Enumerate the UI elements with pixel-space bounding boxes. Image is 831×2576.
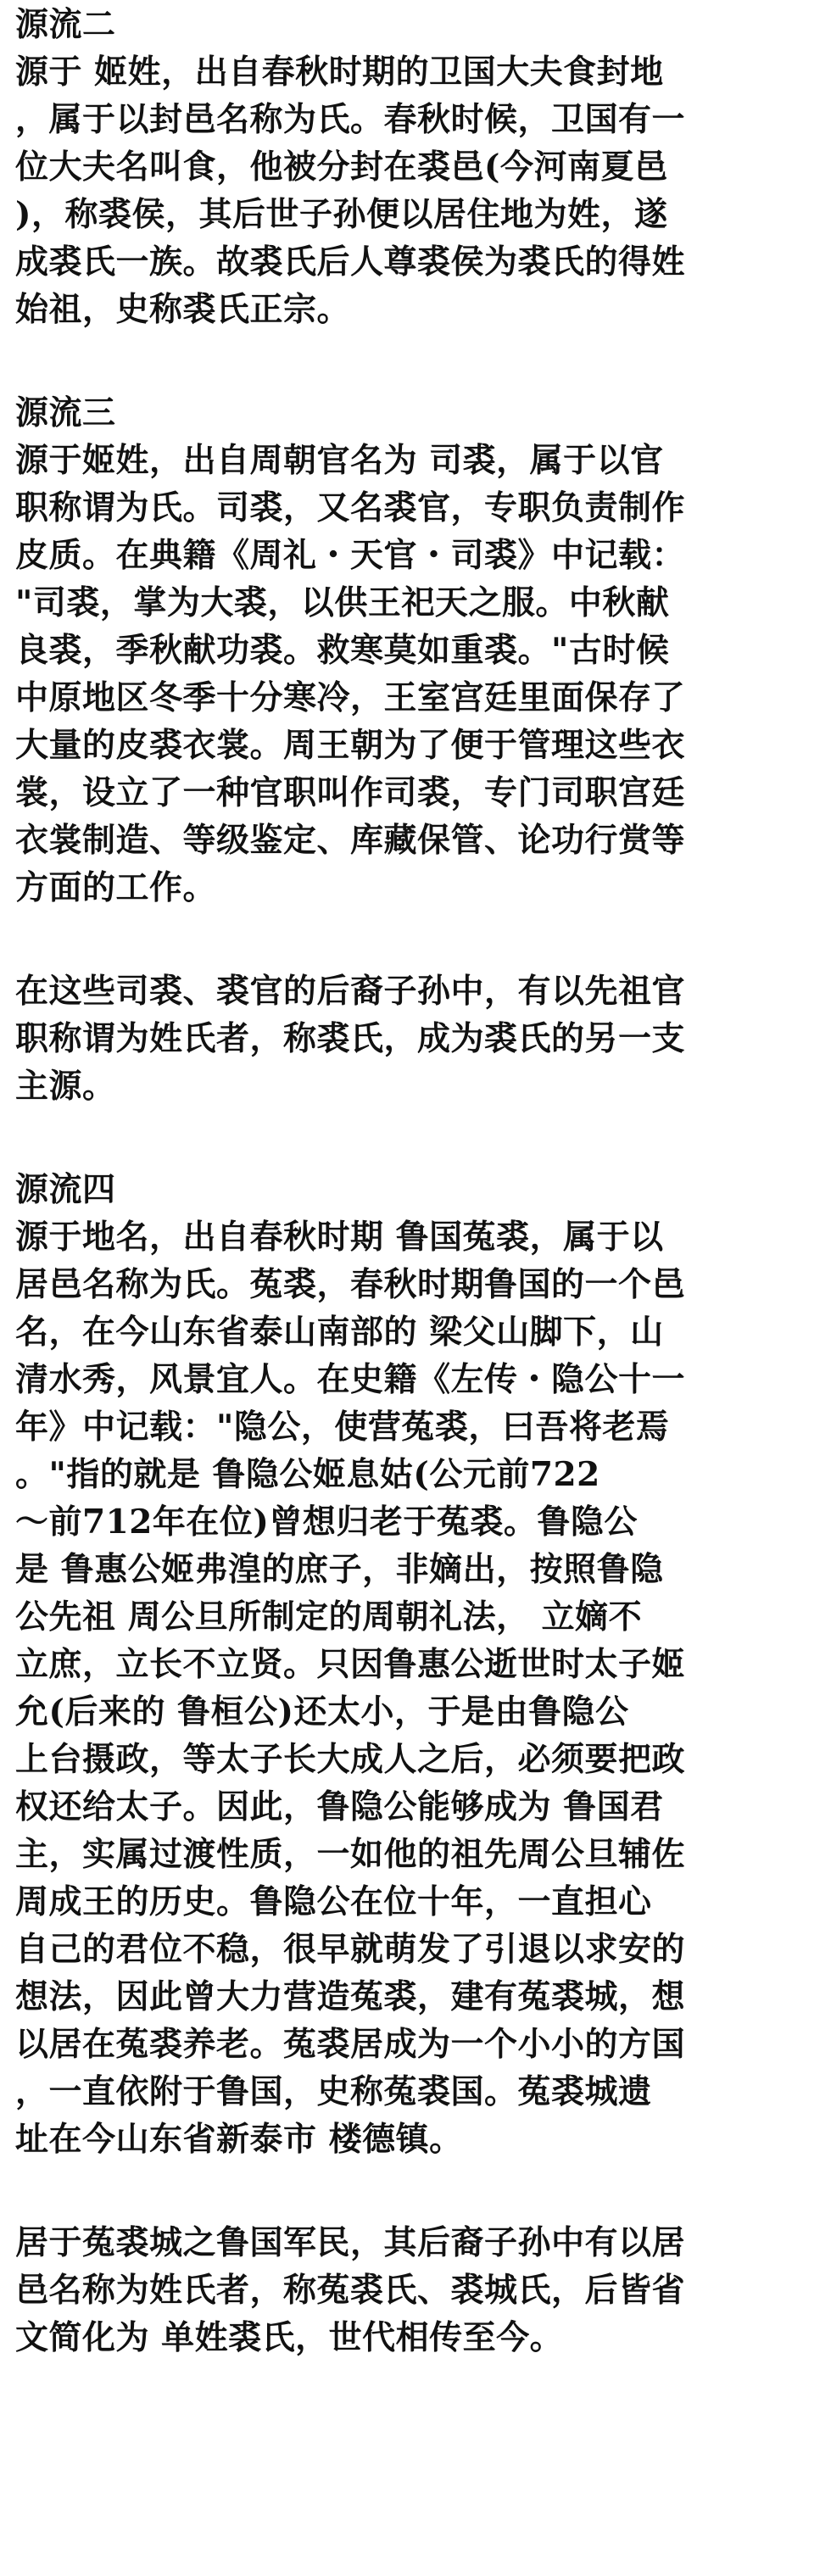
text-line: )，称裘侯，其后世子孙便以居住地为姓，遂 — [15, 195, 668, 234]
text-line: 公先祖 周公旦所制定的周朝礼法， 立嫡不 — [15, 1597, 643, 1636]
text-line: 文简化为 单姓裘氏，世代相传至今。 — [15, 2318, 564, 2357]
text-line: 源于 姬姓，出自春秋时期的卫国大夫食封地 — [15, 53, 664, 92]
section-heading: 源流四 — [15, 1170, 116, 1209]
text-line: 邑名称为姓氏者，称菟裘氏、裘城氏，后皆省 — [15, 2271, 686, 2310]
text-line: 以居在菟裘养老。菟裘居成为一个小小的方国 — [15, 2025, 686, 2064]
text-line: 权还给太子。因此，鲁隐公能够成为 鲁国君 — [15, 1787, 664, 1826]
text-line: 立庶，立长不立贤。只因鲁惠公逝世时太子姬 — [15, 1645, 686, 1684]
text-line: 成裘氏一族。故裘氏后人尊裘侯为裘氏的得姓 — [15, 243, 686, 282]
text-line: 自己的君位不稳，很早就萌发了引退以求安的 — [15, 1930, 686, 1969]
text-line: 居邑名称为氏。菟裘，春秋时期鲁国的一个邑 — [15, 1265, 686, 1304]
text-line: 址在今山东省新泰市 楼德镇。 — [15, 2120, 463, 2159]
text-line: 裳，设立了一种官职叫作司裘，专门司职宫廷 — [15, 773, 686, 812]
text-line: 。"指的就是 鲁隐公姬息姑(公元前722 — [15, 1455, 600, 1494]
text-line: 中原地区冬季十分寒冷，王室宫廷里面保存了 — [15, 678, 686, 717]
text-line: 位大夫名叫食，他被分封在裘邑(今河南夏邑 — [15, 148, 668, 187]
text-line: 良裘，季秋献功裘。救寒莫如重裘。"古时候 — [15, 631, 670, 670]
text-line: "司裘，掌为大裘，以供王祀天之服。中秋献 — [15, 583, 670, 622]
text-line: 主，实属过渡性质，一如他的祖先周公旦辅佐 — [15, 1835, 686, 1874]
text-line: 名，在今山东省泰山南部的 梁父山脚下，山 — [15, 1313, 664, 1352]
text-line: 是 鲁惠公姬弗湟的庶子，非嫡出，按照鲁隐 — [15, 1550, 664, 1589]
text-line: 衣裳制造、等级鉴定、库藏保管、论功行赏等 — [15, 821, 686, 860]
text-line: 在这些司裘、裘官的后裔子孙中，有以先祖官 — [15, 972, 686, 1011]
text-line: 职称谓为姓氏者，称裘氏，成为裘氏的另一支 — [15, 1019, 686, 1058]
text-line: 上台摄政，等太子长大成人之后，必须要把政 — [15, 1740, 686, 1779]
text-line: 大量的皮裘衣裳。周王朝为了便于管理这些衣 — [15, 726, 686, 765]
section-heading: 源流二 — [15, 5, 116, 44]
text-line: ，一直依附于鲁国，史称菟裘国。菟裘城遗 — [15, 2072, 652, 2111]
text-line: 方面的工作。 — [15, 868, 217, 907]
text-line: 想法，因此曾大力营造菟裘，建有菟裘城，想 — [15, 1977, 686, 2016]
text-line: 周成王的历史。鲁隐公在位十年，一直担心 — [15, 1882, 652, 1921]
text-line: 源于姬姓，出自周朝官名为 司裘，属于以官 — [15, 441, 664, 480]
section-heading: 源流三 — [15, 393, 116, 432]
text-line: 年》中记载："隐公，使营菟裘，曰吾将老焉 — [15, 1408, 670, 1447]
text-line: 允(后来的 鲁桓公)还太小，于是由鲁隐公 — [15, 1692, 629, 1731]
text-line: 主源。 — [15, 1067, 116, 1106]
text-line: 始祖，史称裘氏正宗。 — [15, 290, 351, 329]
text-line: ，属于以封邑名称为氏。春秋时候，卫国有一 — [15, 100, 686, 139]
text-line: 皮质。在典籍《周礼・天官・司裘》中记载： — [15, 536, 686, 575]
text-line: 职称谓为氏。司裘，又名裘官，专职负责制作 — [15, 488, 686, 527]
text-line: 源于地名，出自春秋时期 鲁国菟裘，属于以 — [15, 1218, 664, 1257]
text-line: ～前712年在位)曾想归老于菟裘。鲁隐公 — [15, 1503, 638, 1542]
text-line: 清水秀，风景宜人。在史籍《左传・隐公十一 — [15, 1360, 686, 1399]
text-line: 居于菟裘城之鲁国军民，其后裔子孙中有以居 — [15, 2223, 686, 2262]
